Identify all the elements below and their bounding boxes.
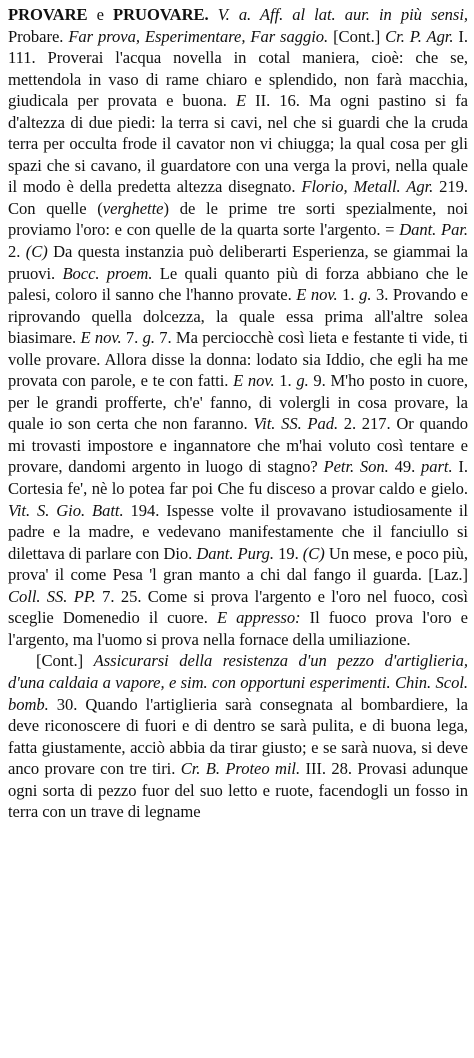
text-run: III. 28. Provasi adunque ogni sorta di pezzo fuor del suo letto e ruote, facendogli un fosso in terra con un trave di legname	[8, 759, 469, 822]
italic-run: Coll. SS. PP.	[8, 586, 96, 606]
text-run: I. 111. Proverai l'acqua novella in cotal maniera, cioè: che se, mettendola in vaso di rame chiaro e splendido, non farà macchia, giudicala per provata e buona.	[8, 26, 469, 111]
text-run: Le quali quanto più di forza abbiano che le palesi, coloro il sanno che l'hanno provate.	[8, 263, 468, 305]
italic-run: Cr. P. Agr.	[385, 26, 454, 46]
text-run: 7. 25. Come si prova l'argento e l'oro nel fuoco, così sceglie Domenedio il cuore.	[8, 586, 468, 628]
text-run: 3. Provando e riprovando quella dolcezza, la quale essa prima all'altre solea biasimare.	[8, 285, 468, 348]
text-run: 2. 217. Or quando mi trovasti impostore e ingannatore che m'hai voluto così tentare e provare, dandomi argento in luogo di stagno?	[8, 414, 468, 477]
text-run: 194. Ispesse volte il provavano istudiosamente il padre e la madre, e vedevano manifestamente che il fanciullo si dilettava di parlare con Dio.	[8, 500, 468, 563]
italic-run: part.	[421, 457, 453, 477]
text-run: [Cont.]	[36, 651, 94, 671]
text-run: Il fuoco prova l'oro e l'argento, ma l'uomo si prova nella fornace della umiliazione.	[8, 608, 468, 649]
italic-run: Cr. B. Proteo mil.	[180, 759, 301, 779]
italic-run: Vit. S. Gio. Batt.	[8, 500, 124, 520]
italic-run: V. a. Aff. al lat. aur. in più sensi,	[208, 5, 468, 24]
italic-run: Vit. SS. Pad.	[253, 414, 339, 434]
italic-run: E nov.	[80, 328, 122, 348]
italic-run: Dant. Purg.	[196, 543, 274, 563]
text-run: 2.	[8, 242, 26, 262]
italic-run: E appresso:	[216, 608, 301, 628]
italic-run: g.	[296, 371, 309, 391]
text-run: 1.	[274, 371, 297, 391]
text-run: I. Cortesia fe', nè lo potea far poi Che fu disceso a provar caldo e gielo.	[8, 457, 468, 499]
italic-run: g.	[142, 328, 155, 348]
italic-run: verghette	[102, 198, 164, 218]
italic-run: (C)	[25, 242, 48, 262]
text-run: Da questa instanzia può deliberarti Esperienza, se giammai la pruovi.	[8, 242, 468, 283]
text-run: 49.	[388, 457, 422, 477]
italic-run: Far prova, Esperimentare, Far saggio.	[68, 26, 329, 46]
headword: PRUOVARE.	[113, 5, 209, 24]
italic-run: Assicurarsi della resistenza d'un pezzo d'artiglieria, d'una caldaia a vapore, e sim. con opportuni esperimenti. Chin. Scol. bomb.	[8, 651, 468, 714]
text-run: 7.	[121, 328, 143, 348]
text-run: II. 16. Ma ogni pastino si fa d'altezza di due piedi: la terra si cavi, nel che si guardi che la cruda terra per occulta frode il cavator non vi chiugga; la qual cosa per gli spazi che si cavano, il guardatore con una verga la provi, nella quale il modo è della predetta altezza disegnato.	[8, 91, 468, 197]
text-run: 7. Ma perciocchè così lieta e festante ti vide, ti volle provare. Allora disse la donna: lodato sia Iddio, che egli ha me provata con parole, e te con fatti.	[8, 328, 468, 391]
text-run: 219. Con quelle (	[8, 177, 468, 218]
text-run: 30. Quando l'artiglieria sarà consegnata al bombardiere, la deve riconoscere di fuori e di dentro se sarà pulita, e di buona lega, fatta giustamente, acciò abbia da tirar giusto; e se sarà nuova, si deve anco provare con tre tiri.	[8, 694, 468, 779]
entry-sense-artiglieria	[8, 650, 468, 822]
headword: PROVARE	[8, 5, 88, 24]
italic-run: Dant. Par.	[399, 220, 468, 240]
italic-run: E nov.	[233, 371, 275, 391]
italic-run: E	[235, 91, 247, 111]
text-run: 19.	[274, 543, 303, 563]
text-run: e	[87, 5, 114, 24]
italic-run: Florio, Metall. Agr.	[301, 177, 434, 197]
italic-run: Petr. Son.	[323, 457, 389, 477]
text-run: Probare.	[8, 26, 69, 46]
italic-run: (C)	[302, 543, 325, 563]
text-run: [Cont.]	[328, 26, 386, 46]
text-run: ) de le prime tre sorti spezialmente, noi proviamo l'oro: e con quelle de la quarta sorte l'argento. =	[8, 198, 468, 240]
text-run: Un mese, e poco più, prova' il come Pesa 'l gran manto a chi dal fango il guarda. [Laz.]	[8, 543, 468, 585]
text-run: 1.	[337, 285, 360, 305]
entry-provare	[8, 4, 468, 650]
italic-run: g.	[359, 285, 372, 305]
italic-run: E nov.	[296, 285, 338, 305]
italic-run: Bocc. proem.	[62, 263, 153, 283]
text-run: 9. M'ho posto in cuore, per le grandi profferte, ch'e' fanno, di volergli in cosa provare, la quale io son certa che non faranno.	[8, 371, 468, 434]
